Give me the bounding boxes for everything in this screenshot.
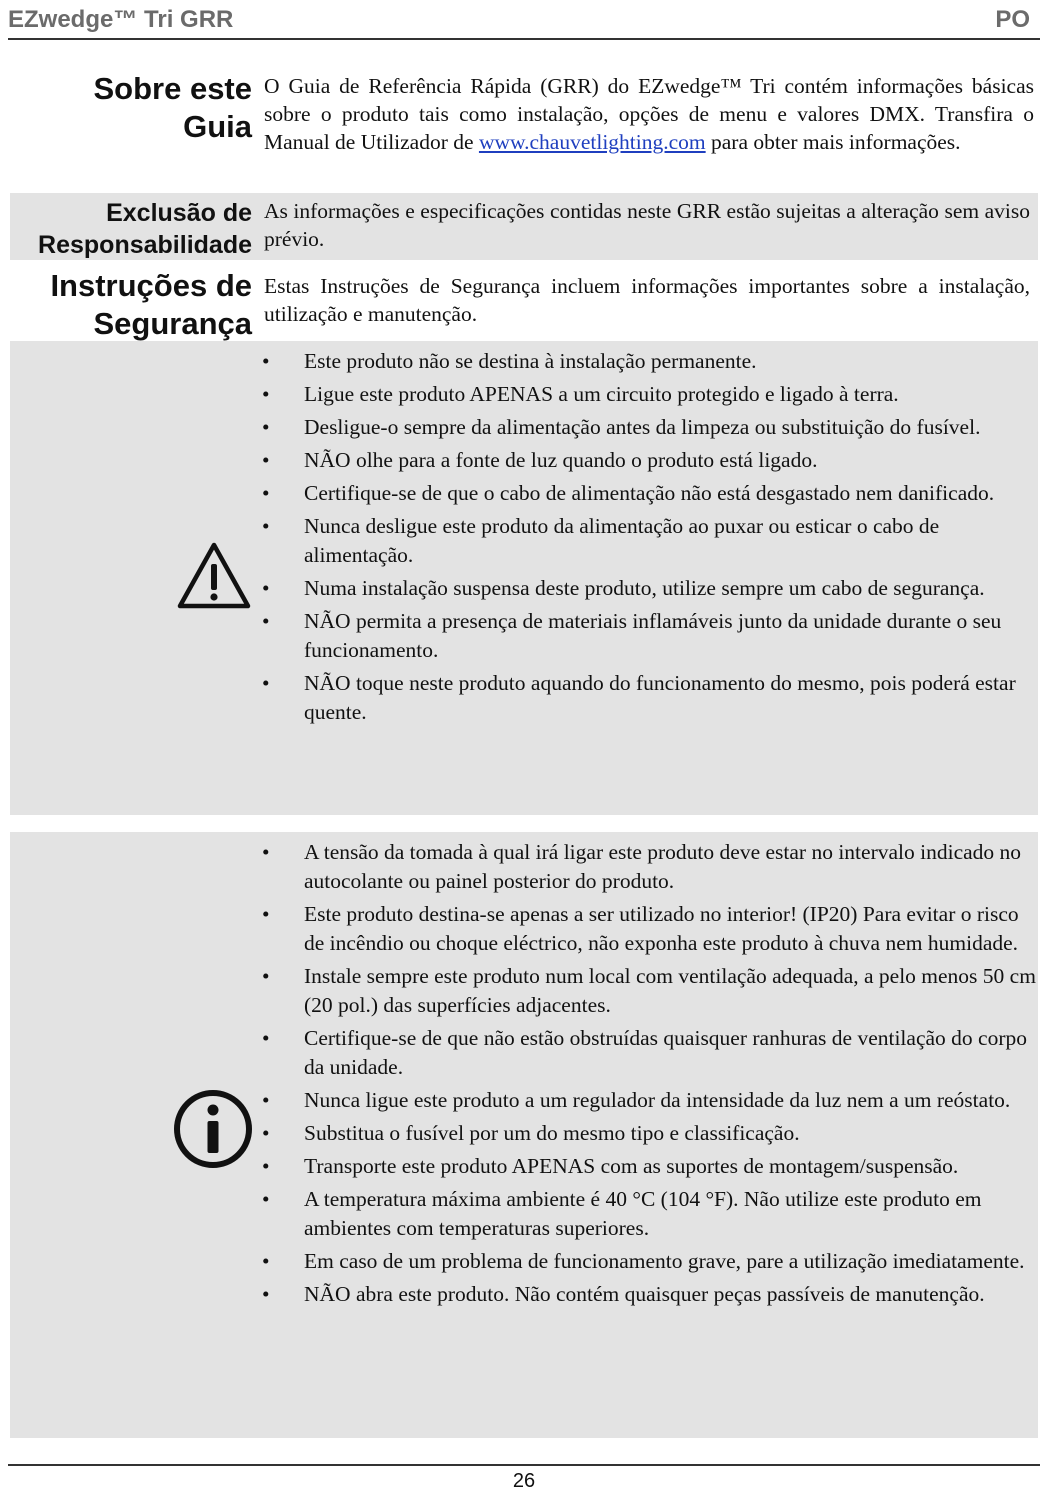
list-item: • Transporte este produto APENAS com as suportes de montagem/suspensão. bbox=[262, 1152, 1040, 1181]
list-item: • Numa instalação suspensa deste produto, utilize sempre um cabo de segurança. bbox=[262, 574, 1040, 603]
list-item: • Nunca desligue este produto da alimentação ao puxar ou esticar o cabo de alimentação. bbox=[262, 512, 1040, 570]
safety-heading: Instruções de Segurança bbox=[50, 268, 252, 341]
disclaimer-text: As informações e especificações contidas neste GRR estão sujeitas a alteração sem aviso prévio. bbox=[264, 199, 1030, 251]
list-item: • Este produto não se destina à instalação permanente. bbox=[262, 347, 1040, 376]
list-item: • Desligue-o sempre da alimentação antes da limpeza ou substituição do fusível. bbox=[262, 413, 1040, 442]
list-item: • A temperatura máxima ambiente é 40 °C (104 °F). Não utilize este produto em ambientes com temperaturas superiores. bbox=[262, 1185, 1040, 1243]
list-item: • Nunca ligue este produto a um regulador da intensidade da luz nem a um reóstato. bbox=[262, 1086, 1040, 1115]
about-guide-text: O Guia de Referência Rápida (GRR) do EZwedge™ Tri contém informações básicas sobre o produto tais como instalação, opções de menu e valores DMX. Transfira o Manual de Utilizador de www.chauvetlighting.com para obter mais informações. bbox=[264, 74, 1034, 154]
language-code: PO bbox=[995, 6, 1030, 33]
website-link[interactable]: www.chauvetlighting.com bbox=[478, 130, 706, 154]
safety-intro-text: Estas Instruções de Segurança incluem informações importantes sobre a instalação, utilização e manutenção. bbox=[264, 274, 1030, 326]
list-item: • Em caso de um problema de funcionamento grave, pare a utilização imediatamente. bbox=[262, 1247, 1040, 1276]
info-list bbox=[262, 838, 1040, 1309]
list-item: • Instale sempre este produto num local com ventilação adequada, a pelo menos 50 cm (20 pol.) das superfícies adjacentes. bbox=[262, 962, 1040, 1020]
warning-triangle-icon bbox=[176, 540, 252, 610]
list-item: • NÃO toque neste produto aquando do funcionamento do mesmo, pois poderá estar quente. bbox=[262, 669, 1040, 727]
list-item: • Ligue este produto APENAS a um circuito protegido e ligado à terra. bbox=[262, 380, 1040, 409]
list-item: • Este produto destina-se apenas a ser utilizado no interior! (IP20) Para evitar o risco de incêndio ou choque eléctrico, não exponha este produto à chuva nem humidade. bbox=[262, 900, 1040, 958]
page-header bbox=[8, 0, 1040, 40]
list-item: • Certifique-se de que não estão obstruídas quaisquer ranhuras de ventilação do corpo da unidade. bbox=[262, 1024, 1040, 1082]
list-item: • NÃO permita a presença de materiais inflamáveis junto da unidade durante o seu funcionamento. bbox=[262, 607, 1040, 665]
list-item: • NÃO olhe para a fonte de luz quando o produto está ligado. bbox=[262, 446, 1040, 475]
disclaimer-heading: Exclusão de Responsabilidade bbox=[38, 199, 252, 259]
list-item: • A tensão da tomada à qual irá ligar este produto deve estar no intervalo indicado no autocolante ou painel posterior do produto. bbox=[262, 838, 1040, 896]
warning-list bbox=[262, 347, 1040, 727]
document-title: EZwedge™ Tri GRR bbox=[8, 6, 234, 33]
footer-divider bbox=[8, 1464, 1040, 1466]
list-item: • Substitua o fusível por um do mesmo tipo e classificação. bbox=[262, 1119, 1040, 1148]
about-guide-heading: Sobre este Guia bbox=[93, 71, 252, 144]
list-item: • NÃO abra este produto. Não contém quaisquer peças passíveis de manutenção. bbox=[262, 1280, 1040, 1309]
info-circle-icon bbox=[172, 1088, 254, 1170]
list-item: • Certifique-se de que o cabo de alimentação não está desgastado nem danificado. bbox=[262, 479, 1040, 508]
page-number: 26 bbox=[512, 1470, 536, 1492]
